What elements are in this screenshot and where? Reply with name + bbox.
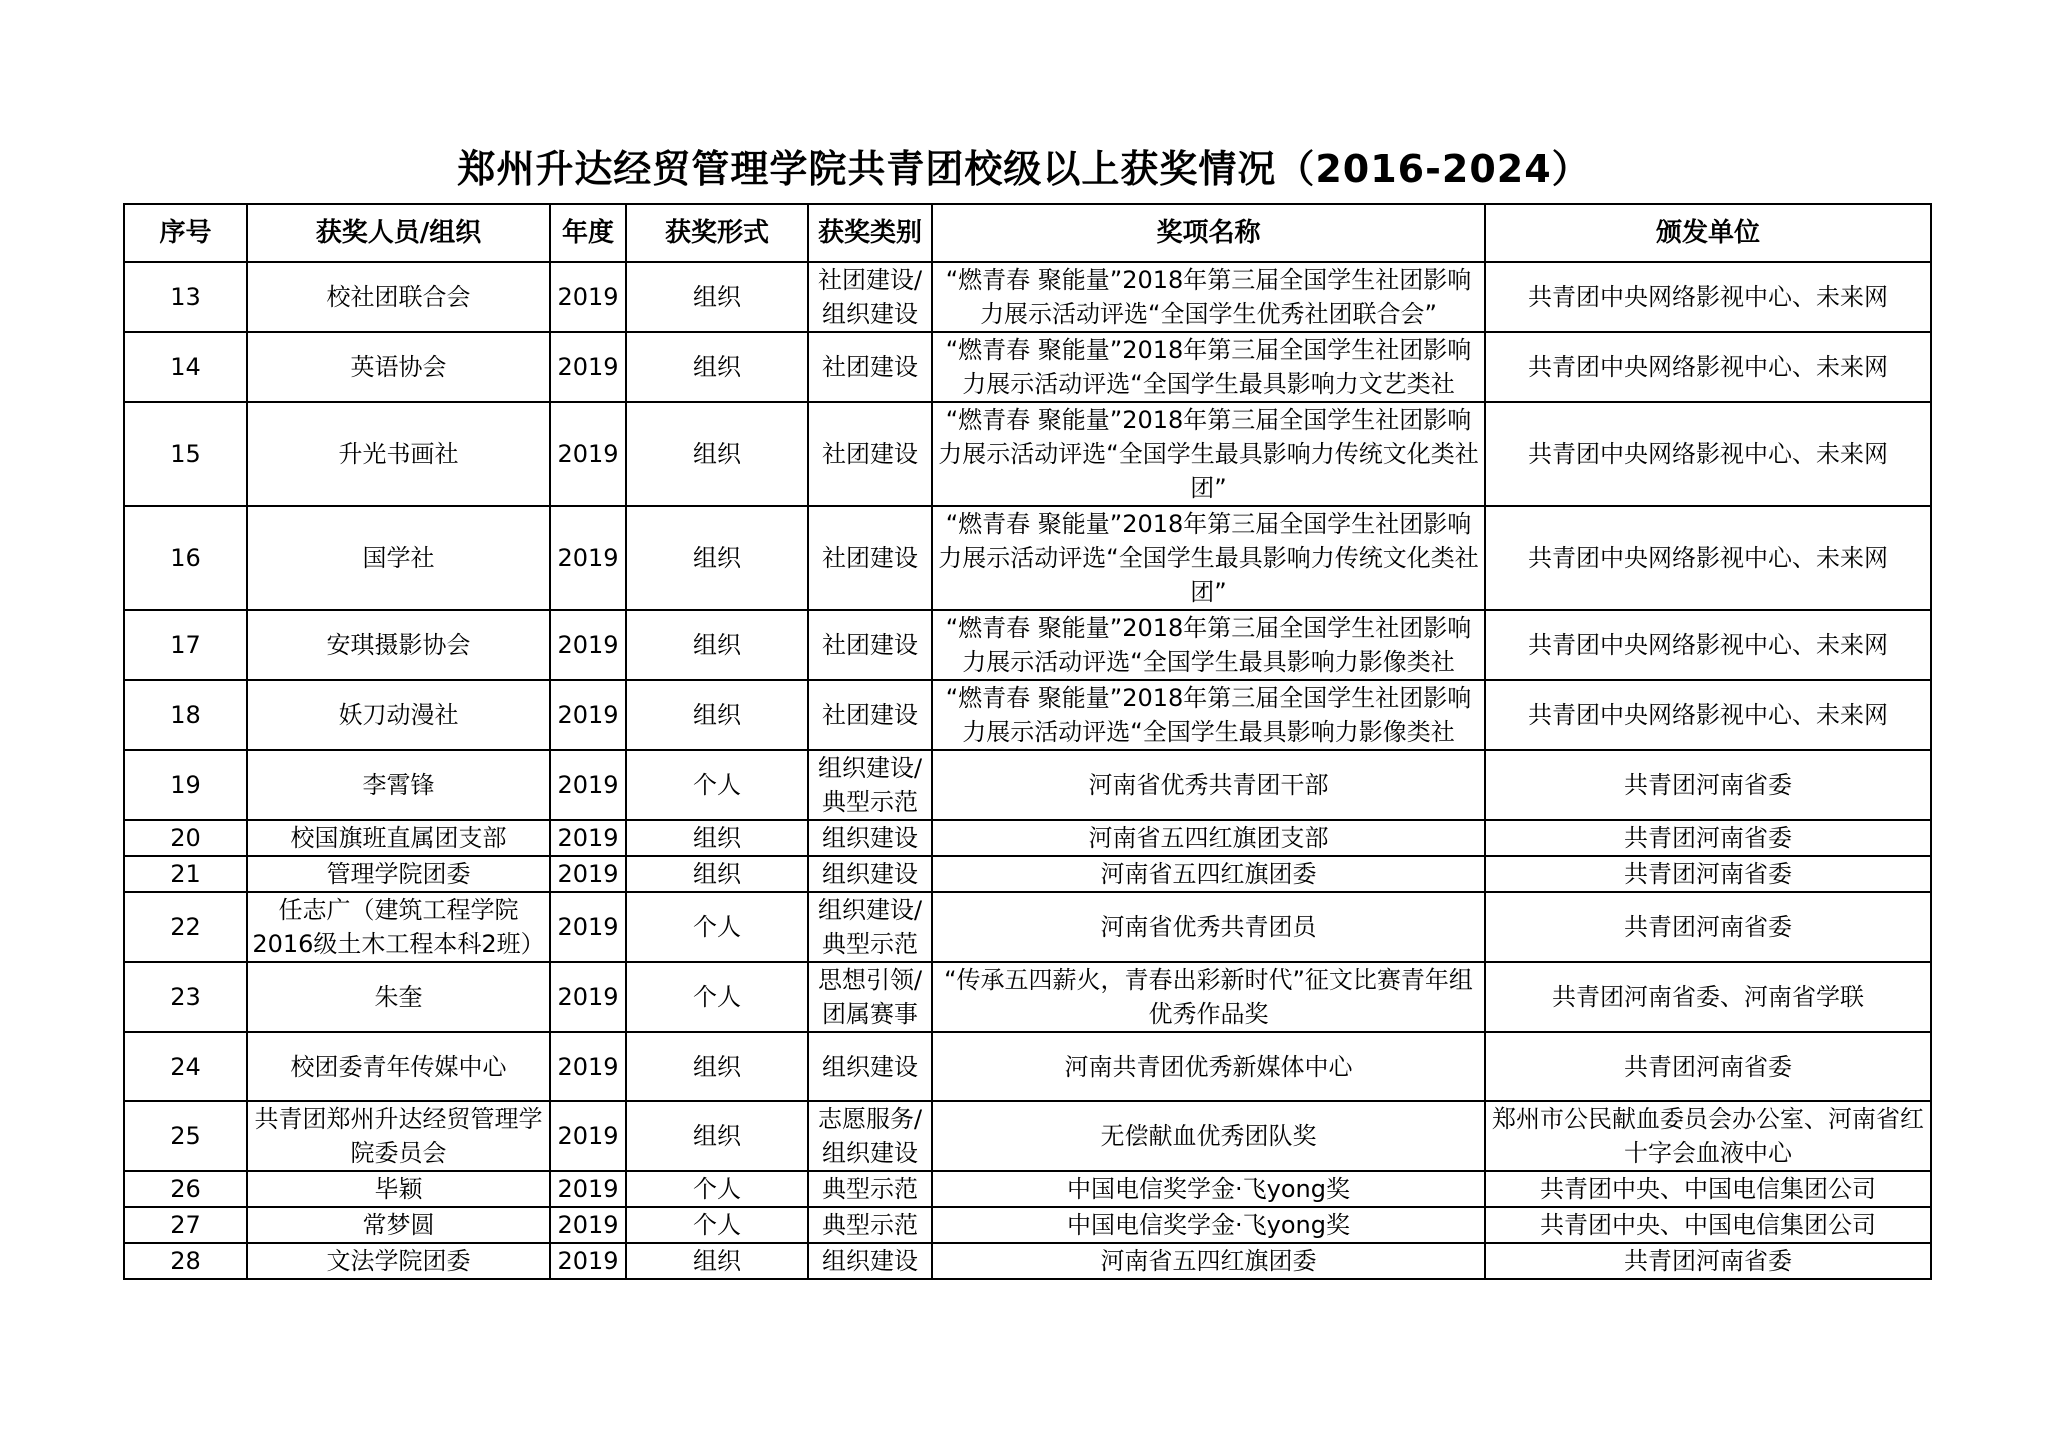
cell-award: 河南省五四红旗团支部 — [932, 820, 1485, 856]
cell-issuer: 共青团河南省委 — [1485, 892, 1931, 962]
cell-year: 2019 — [550, 1101, 626, 1171]
column-header-category: 获奖类别 — [808, 204, 932, 262]
cell-number: 14 — [124, 332, 247, 402]
table-row — [124, 332, 1931, 402]
cell-award: 河南省优秀共青团员 — [932, 892, 1485, 962]
cell-winner: 校社团联合会 — [247, 262, 550, 332]
cell-year: 2019 — [550, 262, 626, 332]
cell-form: 组织 — [626, 506, 808, 610]
cell-issuer: 共青团河南省委、河南省学联 — [1485, 962, 1931, 1032]
table-row — [124, 1243, 1931, 1279]
cell-category: 组织建设 — [808, 856, 932, 892]
cell-category: 思想引领/团属赛事 — [808, 962, 932, 1032]
cell-category: 社团建设 — [808, 402, 932, 506]
cell-award: 无偿献血优秀团队奖 — [932, 1101, 1485, 1171]
cell-year: 2019 — [550, 506, 626, 610]
cell-issuer: 共青团中央网络影视中心、未来网 — [1485, 262, 1931, 332]
cell-number: 17 — [124, 610, 247, 680]
cell-category: 社团建设 — [808, 680, 932, 750]
cell-winner: 毕颖 — [247, 1171, 550, 1207]
cell-award: 中国电信奖学金·飞yong奖 — [932, 1171, 1485, 1207]
document-title: 郑州升达经贸管理学院共青团校级以上获奖情况（2016-2024） — [457, 147, 1591, 191]
cell-winner: 校国旗班直属团支部 — [247, 820, 550, 856]
cell-year: 2019 — [550, 856, 626, 892]
cell-category: 组织建设 — [808, 820, 932, 856]
cell-winner: 管理学院团委 — [247, 856, 550, 892]
cell-issuer: 共青团中央网络影视中心、未来网 — [1485, 402, 1931, 506]
cell-number: 24 — [124, 1032, 247, 1101]
cell-issuer: 共青团中央网络影视中心、未来网 — [1485, 332, 1931, 402]
cell-form: 个人 — [626, 892, 808, 962]
cell-number: 16 — [124, 506, 247, 610]
column-header-award: 奖项名称 — [932, 204, 1485, 262]
table-row — [124, 1032, 1931, 1101]
cell-winner: 朱奎 — [247, 962, 550, 1032]
cell-winner: 妖刀动漫社 — [247, 680, 550, 750]
cell-category: 志愿服务/组织建设 — [808, 1101, 932, 1171]
cell-number: 18 — [124, 680, 247, 750]
table-row — [124, 750, 1931, 820]
table-row — [124, 262, 1931, 332]
cell-issuer: 共青团中央网络影视中心、未来网 — [1485, 506, 1931, 610]
cell-winner: 常梦圆 — [247, 1207, 550, 1243]
cell-winner: 任志广（建筑工程学院2016级土木工程本科2班） — [247, 892, 550, 962]
cell-form: 个人 — [626, 750, 808, 820]
cell-year: 2019 — [550, 1243, 626, 1279]
cell-issuer: 共青团中央、中国电信集团公司 — [1485, 1207, 1931, 1243]
cell-winner: 李霄锋 — [247, 750, 550, 820]
cell-category: 社团建设 — [808, 506, 932, 610]
cell-award: “燃青春 聚能量”2018年第三届全国学生社团影响力展示活动评选“全国学生最具影响力传统文化类社团” — [932, 402, 1485, 506]
column-header-year: 年度 — [550, 204, 626, 262]
cell-award: “传承五四薪火，青春出彩新时代”征文比赛青年组优秀作品奖 — [932, 962, 1485, 1032]
table-row — [124, 856, 1931, 892]
cell-number: 21 — [124, 856, 247, 892]
cell-form: 个人 — [626, 1171, 808, 1207]
cell-year: 2019 — [550, 750, 626, 820]
table-row — [124, 402, 1931, 506]
table-row — [124, 820, 1931, 856]
cell-award: 河南省五四红旗团委 — [932, 1243, 1485, 1279]
cell-winner: 共青团郑州升达经贸管理学院委员会 — [247, 1101, 550, 1171]
cell-category: 社团建设/组织建设 — [808, 262, 932, 332]
cell-category: 社团建设 — [808, 610, 932, 680]
table-row — [124, 610, 1931, 680]
cell-year: 2019 — [550, 1171, 626, 1207]
cell-award: “燃青春 聚能量”2018年第三届全国学生社团影响力展示活动评选“全国学生最具影响力影像类社 — [932, 610, 1485, 680]
cell-number: 15 — [124, 402, 247, 506]
cell-form: 组织 — [626, 402, 808, 506]
table-row — [124, 1207, 1931, 1243]
cell-issuer: 郑州市公民献血委员会办公室、河南省红十字会血液中心 — [1485, 1101, 1931, 1171]
cell-category: 组织建设 — [808, 1032, 932, 1101]
cell-winner: 英语协会 — [247, 332, 550, 402]
cell-award: 河南共青团优秀新媒体中心 — [932, 1032, 1485, 1101]
cell-award: “燃青春 聚能量”2018年第三届全国学生社团影响力展示活动评选“全国学生优秀社团联合会” — [932, 262, 1485, 332]
cell-year: 2019 — [550, 680, 626, 750]
column-header-issuer: 颁发单位 — [1485, 204, 1931, 262]
cell-number: 19 — [124, 750, 247, 820]
cell-form: 组织 — [626, 856, 808, 892]
cell-form: 个人 — [626, 1207, 808, 1243]
cell-winner: 升光书画社 — [247, 402, 550, 506]
cell-issuer: 共青团中央网络影视中心、未来网 — [1485, 680, 1931, 750]
cell-form: 个人 — [626, 962, 808, 1032]
cell-issuer: 共青团河南省委 — [1485, 1032, 1931, 1101]
cell-issuer: 共青团河南省委 — [1485, 856, 1931, 892]
cell-award: 河南省五四红旗团委 — [932, 856, 1485, 892]
cell-form: 组织 — [626, 332, 808, 402]
header-row — [124, 204, 1931, 262]
cell-category: 组织建设 — [808, 1243, 932, 1279]
cell-year: 2019 — [550, 402, 626, 506]
cell-issuer: 共青团中央、中国电信集团公司 — [1485, 1171, 1931, 1207]
cell-issuer: 共青团河南省委 — [1485, 750, 1931, 820]
cell-category: 组织建设/典型示范 — [808, 892, 932, 962]
cell-form: 组织 — [626, 820, 808, 856]
table-row — [124, 1101, 1931, 1171]
cell-number: 25 — [124, 1101, 247, 1171]
cell-number: 28 — [124, 1243, 247, 1279]
cell-winner: 国学社 — [247, 506, 550, 610]
cell-form: 组织 — [626, 1243, 808, 1279]
cell-form: 组织 — [626, 680, 808, 750]
table-row — [124, 962, 1931, 1032]
cell-issuer: 共青团中央网络影视中心、未来网 — [1485, 610, 1931, 680]
cell-category: 典型示范 — [808, 1171, 932, 1207]
cell-award: “燃青春 聚能量”2018年第三届全国学生社团影响力展示活动评选“全国学生最具影响力影像类社 — [932, 680, 1485, 750]
cell-number: 22 — [124, 892, 247, 962]
column-header-form: 获奖形式 — [626, 204, 808, 262]
column-header-winner: 获奖人员/组织 — [247, 204, 550, 262]
table-row — [124, 1171, 1931, 1207]
cell-number: 23 — [124, 962, 247, 1032]
table-row — [124, 506, 1931, 610]
cell-winner: 安琪摄影协会 — [247, 610, 550, 680]
cell-category: 组织建设/典型示范 — [808, 750, 932, 820]
table-row — [124, 892, 1931, 962]
cell-year: 2019 — [550, 1207, 626, 1243]
cell-number: 26 — [124, 1171, 247, 1207]
cell-award: 中国电信奖学金·飞yong奖 — [932, 1207, 1485, 1243]
column-header-number: 序号 — [124, 204, 247, 262]
cell-form: 组织 — [626, 610, 808, 680]
cell-award: “燃青春 聚能量”2018年第三届全国学生社团影响力展示活动评选“全国学生最具影响力传统文化类社团” — [932, 506, 1485, 610]
cell-issuer: 共青团河南省委 — [1485, 1243, 1931, 1279]
cell-issuer: 共青团河南省委 — [1485, 820, 1931, 856]
cell-number: 27 — [124, 1207, 247, 1243]
cell-number: 20 — [124, 820, 247, 856]
awards-table — [123, 203, 1932, 1280]
cell-award: 河南省优秀共青团干部 — [932, 750, 1485, 820]
cell-number: 13 — [124, 262, 247, 332]
cell-year: 2019 — [550, 1032, 626, 1101]
cell-winner: 校团委青年传媒中心 — [247, 1032, 550, 1101]
cell-year: 2019 — [550, 962, 626, 1032]
cell-category: 典型示范 — [808, 1207, 932, 1243]
cell-winner: 文法学院团委 — [247, 1243, 550, 1279]
cell-year: 2019 — [550, 332, 626, 402]
cell-year: 2019 — [550, 610, 626, 680]
cell-year: 2019 — [550, 820, 626, 856]
cell-form: 组织 — [626, 1101, 808, 1171]
cell-category: 社团建设 — [808, 332, 932, 402]
cell-year: 2019 — [550, 892, 626, 962]
cell-award: “燃青春 聚能量”2018年第三届全国学生社团影响力展示活动评选“全国学生最具影响力文艺类社 — [932, 332, 1485, 402]
cell-form: 组织 — [626, 262, 808, 332]
table-row — [124, 680, 1931, 750]
cell-form: 组织 — [626, 1032, 808, 1101]
